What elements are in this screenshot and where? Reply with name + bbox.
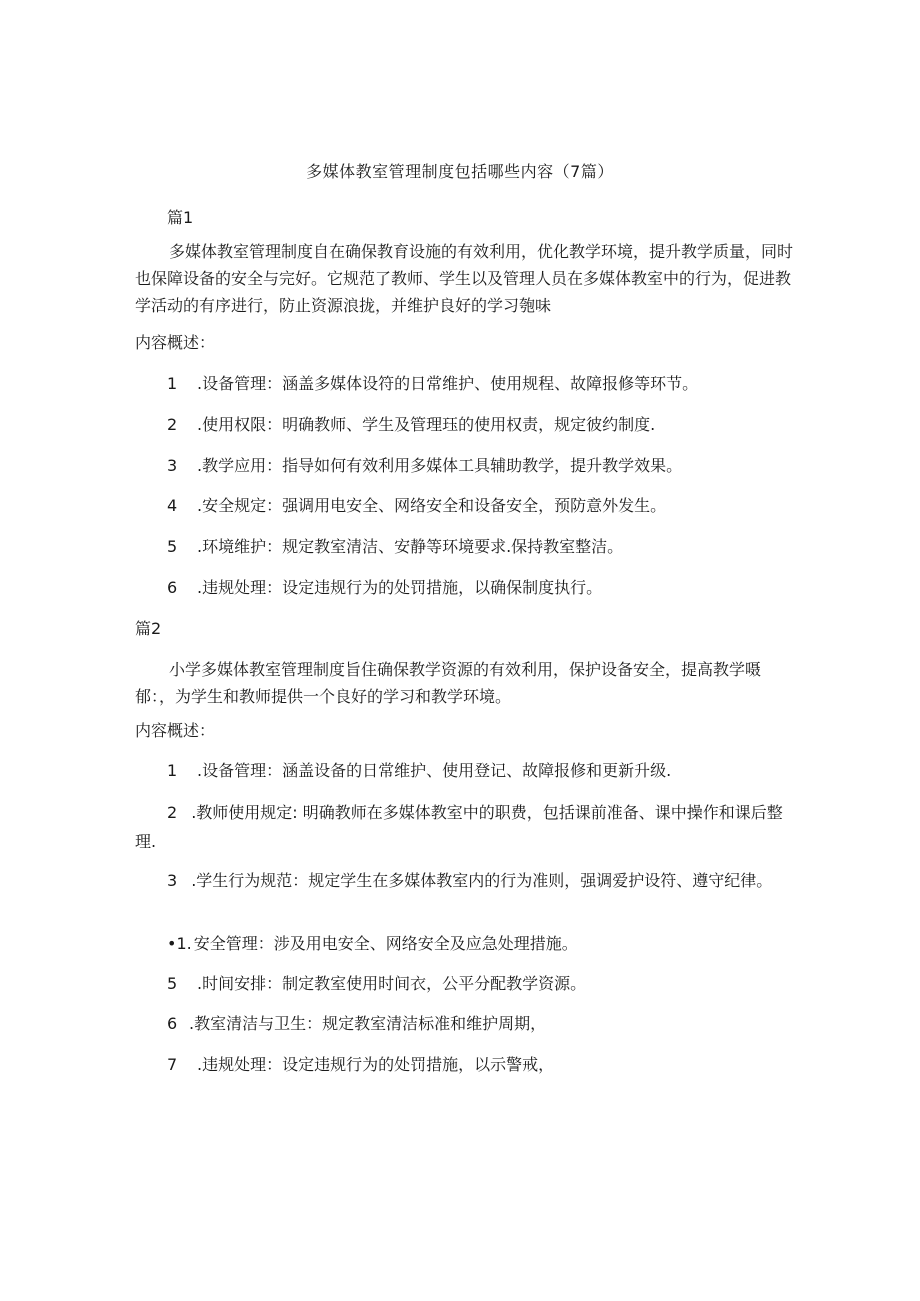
list-item-number: 3 [167,871,178,890]
article-1-heading: 篇1 [167,208,194,227]
list-item [167,454,682,478]
list-item [167,1053,554,1077]
article-2-intro: 小学多媒体教室管理制度旨住确保教学资源的有效利用，保护设备安全，提高教学嗫郁：，为学生和教师提供一个良好的学习和教学环境。 [135,660,762,706]
list-item-text: .教室清洁与卫生：规定教室清洁标准和维护周期， [189,1014,547,1033]
document-title: 多媒体教室管理制度包括哪些内容（7篇） [306,162,614,181]
list-item-number: •1. [167,934,192,953]
list-item [167,372,698,396]
list-item [167,494,666,518]
list-item-text: .教师使用规定: 明确教师在多媒体教室中的职费，包括课前准备、课中操作和课后整理. [135,803,783,851]
list-item-number: 1 [167,374,178,393]
list-item [167,972,586,996]
list-item-text: .环境维护：规定教室清洁、安静等环境要求.保持教室整洁。 [197,537,624,556]
list-item [135,866,795,895]
list-item-text: .违规处理：设定违规行为的处罚措施，以示警戒， [197,1055,555,1074]
article-2-heading: 篇2 [135,619,162,638]
list-item-number: 1 [167,761,178,780]
list-item-text: .使用权限：明确教师、学生及管理珏的使用权责，规定彼约制度. [197,415,656,434]
list-item-number: 6 [167,1014,178,1033]
article-2-overview-label: 内容概述： [135,721,216,740]
list-item [167,576,602,600]
list-item-number: 2 [167,803,178,822]
list-item [167,932,578,956]
list-item [167,535,623,559]
list-item [167,413,655,437]
list-item-text: .安全规定：强调用电安全、网络安全和设备安全，预防意外发生。 [197,496,667,515]
list-item-text: .时间安排：制定教室使用时间衣，公平分配教学资源。 [197,974,587,993]
list-item-number: 5 [167,974,178,993]
list-item-number: 2 [167,415,178,434]
list-item-text: .设备管理：涵盖设备的日常维护、使用登记、故障报修和更新升级. [197,761,672,780]
list-item-text: .学生行为规范：规定学生在多媒体教室内的行为准则，强调爱护设符、遵守纪律。 [191,871,773,890]
list-item-text: .设备管理：涵盖多媒体设符的日常维护、使用规程、故障报修等环节。 [197,374,699,393]
article-1-overview-label: 内容概述： [135,333,216,352]
list-item-number: 6 [167,578,178,597]
list-item-number: 5 [167,537,178,556]
list-item [135,798,795,856]
list-item-text: 安全管理：涉及用电安全、网络安全及应急处理措施。 [193,934,578,953]
article-1-intro: 多媒体教室管理制度自在确保教育设施的有效利用，优化教学环境，提升教学质量，同时也保障设备的安全与完好。它规范了教师、学生以及管理人员在多媒体教室中的行为，促进教学活动的有序进行，防止资源浪拢，并维护良好的学习匏味 [135,242,794,315]
list-item-text: .违规处理：设定违规行为的处罚措施，以确保制度执行。 [197,578,603,597]
list-item [167,759,671,783]
list-item-number: 7 [167,1055,178,1074]
list-item-text: .教学应用：指导如何有效利用多媒体工具辅助教学，提升教学效果。 [197,456,683,475]
list-item-number: 4 [167,496,178,515]
list-item-number: 3 [167,456,178,475]
list-item [167,1012,546,1036]
